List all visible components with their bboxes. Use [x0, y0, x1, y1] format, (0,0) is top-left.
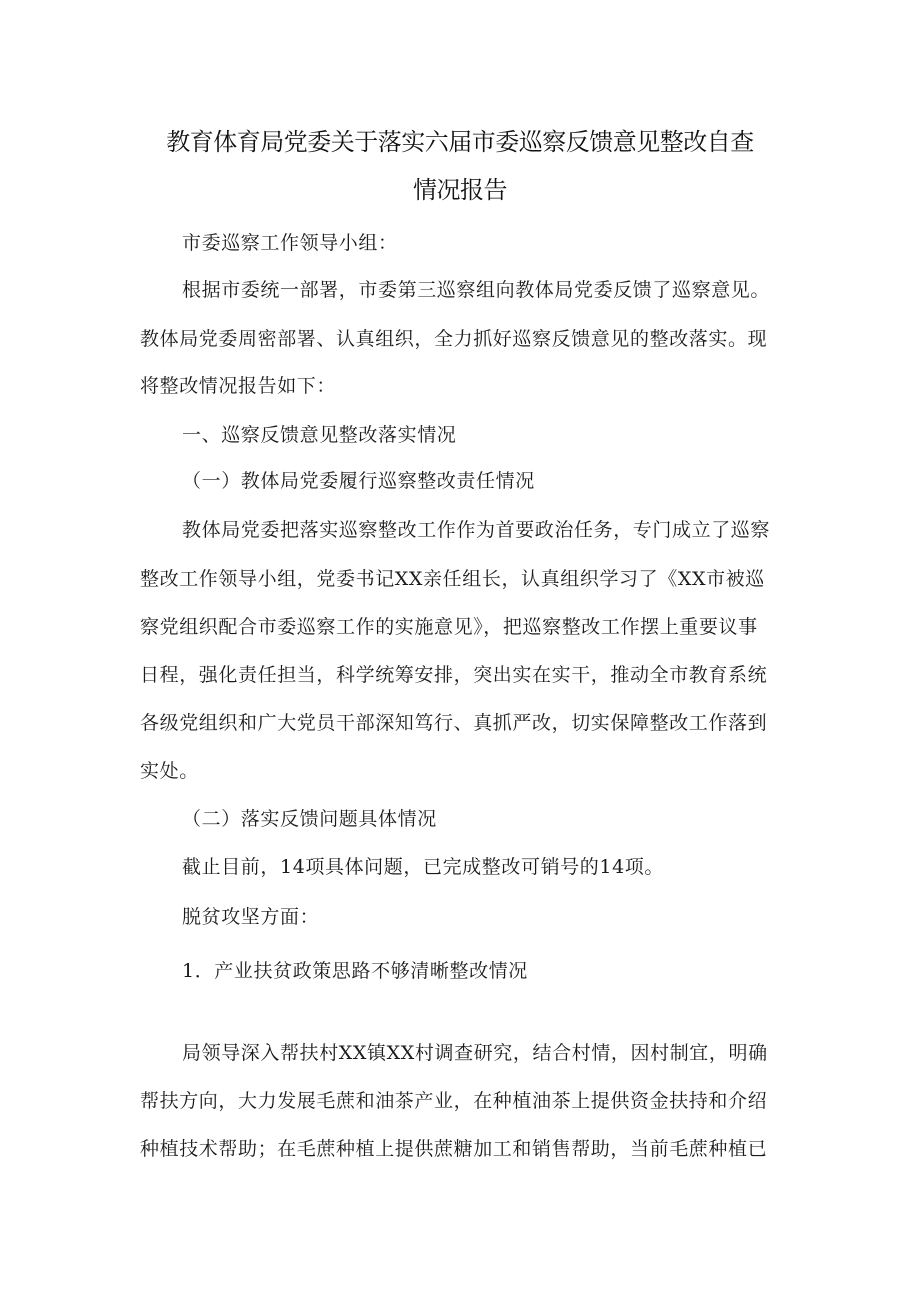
paragraph-1-line-2: 教体局党委周密部署、认真组织，全力抓好巡察反馈意见的整改落实。现 [140, 328, 768, 350]
paragraph-1-line-1: 根据市委统一部署，市委第三巡察组向教体局党委反馈了巡察意见。 [182, 279, 771, 301]
paragraph-2-line-2: 整改工作领导小组，党委书记XX亲任组长，认真组织学习了《XX市被巡 [140, 568, 765, 590]
section-heading-1: 一、巡察反馈意见整改落实情况 [182, 424, 457, 446]
section-label: 脱贫攻坚方面： [182, 906, 320, 928]
subsection-heading-2: （二）落实反馈问题具体情况 [182, 808, 437, 830]
paragraph-2-line-6: 实处。 [140, 760, 199, 782]
paragraph-4-line-3: 种植技术帮助；在毛蔗种植上提供蔗糖加工和销售帮助，当前毛蔗种植已 [140, 1138, 768, 1160]
paragraph-2-line-1: 教体局党委把落实巡察整改工作作为首要政治任务，专门成立了巡察 [182, 519, 771, 541]
paragraph-3: 截止目前，14项具体问题，已完成整改可销号的14项。 [182, 856, 664, 878]
paragraph-4-line-2: 帮扶方向，大力发展毛蔗和油茶产业，在种植油茶上提供资金扶持和介绍 [140, 1090, 768, 1112]
subsection-heading-1: （一）教体局党委履行巡察整改责任情况 [182, 470, 535, 492]
salutation: 市委巡察工作领导小组： [182, 232, 398, 254]
paragraph-2-line-4: 日程，强化责任担当，科学统筹安排，突出实在实干，推动全市教育系统 [140, 664, 768, 686]
item-heading-1: 1．产业扶贫政策思路不够清晰整改情况 [182, 960, 528, 982]
document-title-line-2: 情况报告 [413, 176, 507, 204]
document-title-line-1: 教育体育局党委关于落实六届市委巡察反馈意见整改自查 [166, 128, 754, 156]
paragraph-4-line-1: 局领导深入帮扶村XX镇XX村调查研究，结合村情，因村制宜，明确 [182, 1042, 768, 1064]
paragraph-2-line-5: 各级党组织和广大党员干部深知笃行、真抓严改，切实保障整改工作落到 [140, 712, 768, 734]
paragraph-1-line-3: 将整改情况报告如下： [140, 375, 337, 397]
paragraph-2-line-3: 察党组织配合市委巡察工作的实施意见》，把巡察整改工作摆上重要议事 [140, 616, 758, 638]
